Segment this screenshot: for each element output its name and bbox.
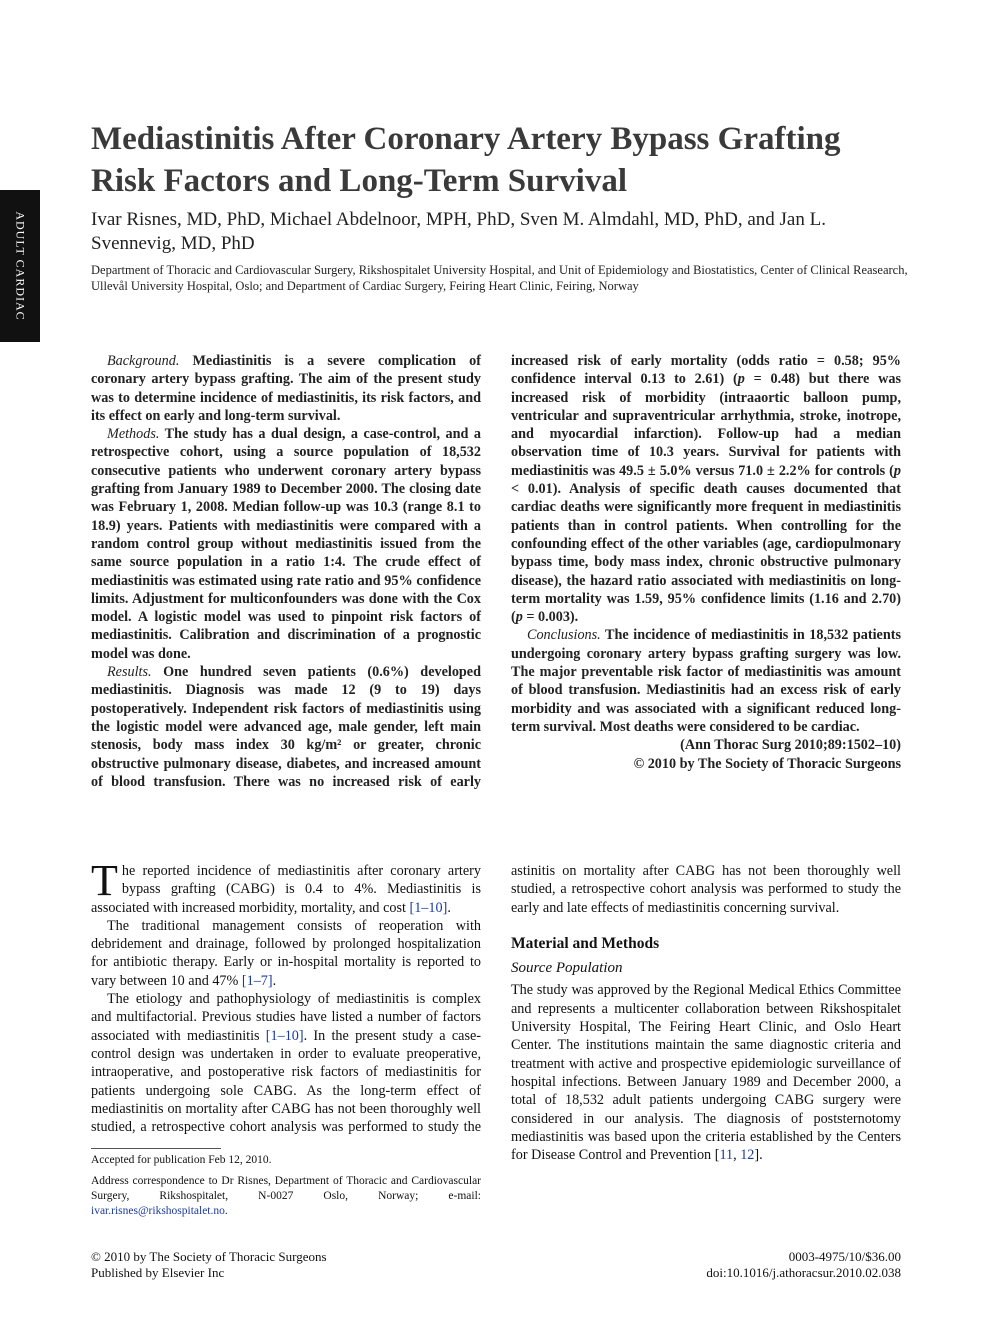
drop-cap: T xyxy=(91,862,118,905)
abstract-background xyxy=(91,352,481,425)
reference-link[interactable]: 12 xyxy=(740,1147,755,1164)
intro-paragraph-2: The traditional management consists of reoperation with debridement and drainage, followed by prolonged hospitalization for antibiotic therapy. Early or in-hospital mortality is reported to vary between 10 and 47% [1–7]. xyxy=(91,917,481,989)
abstract-copyright: © 2010 by The Society of Thoracic Surgeons xyxy=(633,755,901,772)
author-list: Ivar Risnes, MD, PhD, Michael Abdelnoor, MPH, PhD, Sven M. Almdahl, MD, PhD, and Jan L. Svennevig, MD, PhD xyxy=(91,209,826,254)
reference-link[interactable]: [1–10] xyxy=(409,899,448,916)
methods-label: Methods. xyxy=(107,426,160,443)
side-tab-label: ADULT CARDIAC xyxy=(13,211,28,321)
reference-link[interactable]: [1–7] xyxy=(241,972,273,989)
abstract-results-continued: increased risk of early mortality (odds ratio = 0.58; 95% confidence interval 0.13 to 2.61) (p = 0.48) but there was increased risk of morbidity (intraaortic balloon pump, ventricular and supraventricular arrhythmia, stroke, inotrope, and myocardial infarction). Follow-up had a median observation time of 10.3 years. Survival for patients with mediastinitis was 49.5 ± 5.0% versus 71.0 ± 2.2% for controls (p < 0.01). Analysis of specific death causes documented that cardiac deaths were significantly more frequent in mediastinitis patients than in control patients. When controlling for the confounding effect of the other variables (age, cardiopulmonary bypass time, body mass index, chronic obstructive pulmonary disease), the hazard ratio associated with mediastinitis on long-term mortality was 1.59, 95% confidence limits (1.16 and 2.70) (p = 0.003). xyxy=(511,353,901,626)
footnote-rule xyxy=(91,1148,221,1149)
affiliation: Department of Thoracic and Cardiovascular Surgery, Rikshospitalet University Hospital, and Unit of Epidemiology and Biostatistics, Center of Clinical Reasearch, Ullevål University Hospital, Oslo; and Department of Cardiac Surgery, Feiring Heart Clinic, Feiring, Norway xyxy=(91,263,908,293)
results-text: One hundred seven patients (0.6%) developed mediastinitis. Diagnosis was made 12 (9 to 19) days postoperatively. Independent risk factors of mediastinitis using the logistic model were advanced age, male gender, left main stenosis, body mass index 30 kg/m² or greater, chronic obstructive pulmonary disease, diabetes, and increased amount of blood transfusion. There was no increased risk of early xyxy=(91,664,481,790)
correspondence-address: Address correspondence to Dr Risnes, Department of Thoracic and Cardiovascular Surgery, Rikshospitalet, N-0027 Oslo, Norway; e-mail: ivar.risnes@rikshospitalet.no. xyxy=(91,1175,481,1217)
reference-link[interactable]: 11 xyxy=(719,1147,734,1164)
abstract-methods xyxy=(91,425,481,663)
accepted-date: Accepted for publication Feb 12, 2010. xyxy=(91,1154,272,1166)
section-side-tab xyxy=(0,190,40,342)
section-heading: Material and Methods xyxy=(511,934,660,952)
footer-right xyxy=(706,1249,901,1280)
methods-paragraph-1: The study was approved by the Regional Medical Ethics Committee and represents a multicenter collaboration between Rikshospitalet University Hospital, The Feiring Heart Clinic, and Oslo Heart Center. The institutions maintain the same diagnostic criteria and treatment with active and prospective epidemiologic surveillance of hospital infections. Between January 1989 and December 2000, a total of 18,532 adult patients undergoing CABG surgery were considered in our analysis. The diagnosis of poststernotomy mediastinitis was based upon the criteria established by the Centers for Disease Control and Prevention [11, 12]. xyxy=(511,982,901,1164)
conclusions-label: Conclusions. xyxy=(527,627,601,644)
email-link[interactable]: ivar.risnes@rikshospitalet.no xyxy=(91,1205,225,1217)
abstract-conclusions xyxy=(511,626,901,736)
abstract-right-column xyxy=(511,352,901,773)
conclusions-text: The incidence of mediastinitis in 18,532 patients undergoing coronary artery bypass grafting surgery was low. The major preventable risk factor of mediastinitis was amount of blood transfusion. Mediastinitis had an excess risk of early morbidity and was associated with a significant reduced long-term survival. Most deaths were considered to be cardiac. xyxy=(511,627,901,735)
abstract-results xyxy=(91,663,481,791)
intro-paragraph-1: The reported incidence of mediastinitis after coronary artery bypass grafting (CABG) is 0.4 to 4%. Mediastinitis is associated with increased morbidity, mortality, and cost [1–10]. xyxy=(91,862,481,916)
reference-link[interactable]: [1–10] xyxy=(265,1027,304,1044)
results-label: Results. xyxy=(107,664,152,681)
article-title: Mediastinitis After Coronary Artery Bypass Grafting Risk Factors and Long-Term Survival xyxy=(91,121,841,199)
footer-issn: 0003-4975/10/$36.00 xyxy=(788,1249,901,1264)
body-left-column xyxy=(91,862,481,1138)
footer-doi: doi:10.1016/j.athoracsur.2010.02.038 xyxy=(706,1264,901,1280)
abstract-left-column xyxy=(91,352,481,791)
background-text: Mediastinitis is a severe complication of coronary artery bypass grafting. The aim of the present study was to determine incidence of mediastinitis, its risk factors, and its effect on early and long-term survival. xyxy=(91,353,481,424)
journal-citation: (Ann Thorac Surg 2010;89:1502–10) xyxy=(680,737,901,754)
intro-paragraph-3: The etiology and pathophysiology of mediastinitis is complex and multifactorial. Previous studies have listed a number of factors associated with mediastinitis [1–10]. In the present study a case-control design was undertaken in order to evaluate preoperative, intraoperative, and postoperative risk factors of mediastinitis for patients undergoing sole CABG. As the long-term effect of mediastinitis on mortality after CABG has not been thoroughly well studied, a retrospective cohort analysis was performed to study the xyxy=(91,991,481,1136)
footer-left xyxy=(91,1249,327,1280)
subsection-heading: Source Population xyxy=(511,960,623,977)
methods-text: The study has a dual design, a case-control, and a retrospective cohort, using a source population of 18,532 consecutive patients who underwent coronary artery bypass grafting from January 1989 to December 2000. The closing date was February 1, 2008. Median follow-up was 10.3 (range 8.1 to 18.9) years. Patients with mediastinitis were compared with a random control group without mediastinitis issued from the same source population in a ratio 1:4. The crude effect of mediastinitis was estimated using rate ratio and 95% confidence limits. Adjustment for multiconfounders was done with the Cox model. A logistic model was used to pinpoint risk factors of mediastinitis. Calibration and discrimination of a prognostic model was done. xyxy=(91,426,481,662)
body-right-column xyxy=(511,862,901,1164)
footer-copyright: © 2010 by The Society of Thoracic Surgeons xyxy=(91,1249,327,1264)
footer-publisher: Published by Elsevier Inc xyxy=(91,1264,225,1280)
footnotes xyxy=(91,1148,481,1225)
intro-paragraph-3-continued: astinitis on mortality after CABG has not been thoroughly well studied, a retrospective cohort analysis was performed to study the early and late effects of mediastinitis concerning survival. xyxy=(511,863,901,916)
background-label: Background. xyxy=(107,353,180,369)
